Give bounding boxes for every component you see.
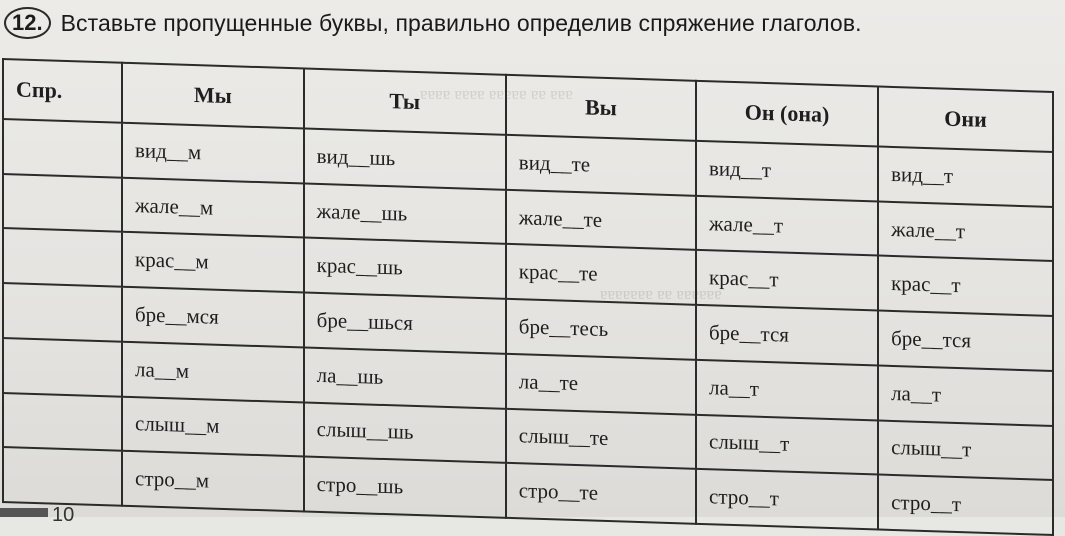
page-number: 10 bbox=[52, 504, 75, 526]
table-cell: бре__мся bbox=[122, 287, 304, 347]
exercise-number: 12. bbox=[4, 7, 51, 39]
table-cell: крас__те bbox=[506, 244, 696, 305]
column-header-vy: Вы bbox=[506, 75, 696, 141]
table-cell: крас__м bbox=[122, 232, 304, 292]
table-cell bbox=[3, 283, 122, 341]
table-cell: ла__т bbox=[696, 360, 878, 420]
table-cell: ла__м bbox=[122, 342, 304, 402]
table-cell: слыш__м bbox=[122, 396, 304, 456]
table-cell: стро__шь bbox=[304, 457, 506, 518]
table-cell: жале__т bbox=[878, 201, 1053, 261]
table-cell: слыш__шь bbox=[304, 402, 506, 463]
table-cell: ла__т bbox=[878, 365, 1053, 425]
column-header-on: Он (она) bbox=[696, 81, 878, 147]
table-cell: слыш__те bbox=[506, 408, 696, 469]
table-cell bbox=[3, 447, 122, 506]
table-cell bbox=[3, 228, 122, 286]
table-cell bbox=[3, 338, 122, 396]
table-cell: бре__тесь bbox=[506, 299, 696, 360]
exercise-header bbox=[4, 6, 862, 40]
table-cell: ла__шь bbox=[304, 347, 506, 408]
table-cell: жале__шь bbox=[304, 183, 506, 244]
table-cell: бре__шься bbox=[304, 293, 506, 354]
column-header-ty: Ты bbox=[304, 68, 506, 134]
table-cell: крас__шь bbox=[304, 238, 506, 299]
table-cell: ла__те bbox=[506, 354, 696, 415]
table-cell: слыш__т bbox=[878, 420, 1053, 480]
table-cell: стро__м bbox=[122, 451, 304, 511]
table-cell: крас__т bbox=[878, 256, 1053, 316]
table-cell bbox=[3, 174, 122, 232]
table-cell: стро__т bbox=[878, 475, 1053, 535]
table-cell: вид__те bbox=[506, 135, 696, 196]
table-cell: бре__тся bbox=[696, 305, 878, 365]
table-cell: вид__шь bbox=[304, 128, 506, 189]
table-cell: вид__т bbox=[696, 141, 878, 201]
table-cell: крас__т bbox=[696, 250, 878, 310]
table-cell: вид__т bbox=[878, 147, 1053, 207]
table-cell: стро__т bbox=[696, 469, 878, 530]
table-cell: стро__те bbox=[506, 463, 696, 524]
page-footer-bar bbox=[0, 508, 48, 517]
table-cell bbox=[3, 393, 122, 451]
exercise-instruction: Вставьте пропущенные буквы, правильно определив спряжение глаголов. bbox=[60, 9, 862, 36]
table-cell: жале__те bbox=[506, 190, 696, 251]
conjugation-table bbox=[2, 58, 1054, 536]
column-header-my: Мы bbox=[122, 63, 304, 129]
column-header-conjugation: Спр. bbox=[3, 59, 122, 123]
table-cell: жале__т bbox=[696, 196, 878, 256]
table-cell: жале__м bbox=[122, 177, 304, 237]
table-cell: бре__тся bbox=[878, 311, 1053, 371]
table-cell: слыш__т bbox=[696, 414, 878, 474]
table-cell: вид__м bbox=[122, 123, 304, 183]
table-cell bbox=[3, 119, 122, 177]
column-header-oni: Они bbox=[878, 87, 1053, 152]
